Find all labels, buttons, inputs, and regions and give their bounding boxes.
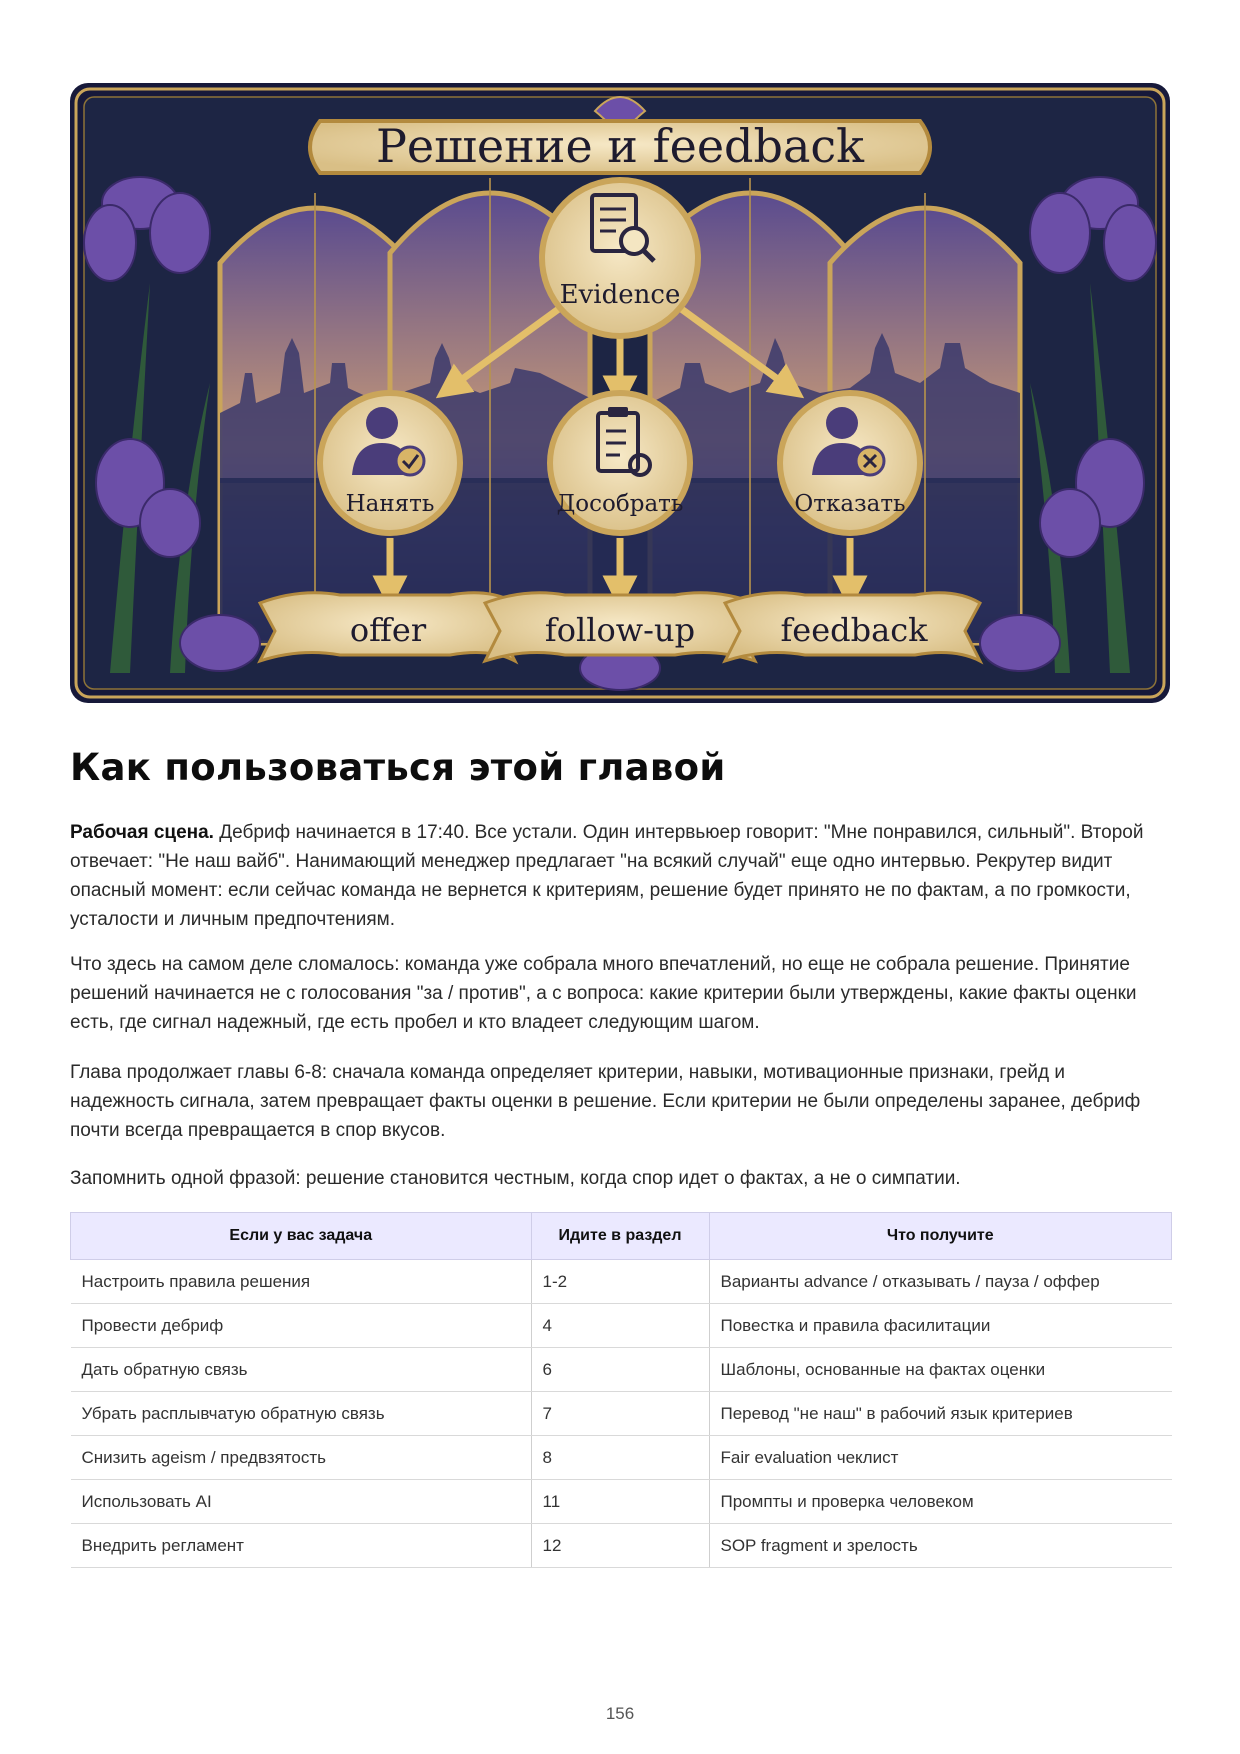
header-task: Если у вас задача: [71, 1213, 532, 1260]
result-cell: SOP fragment и зрелость: [709, 1524, 1172, 1568]
offer-label: offer: [349, 611, 427, 649]
table-row: [71, 1480, 1172, 1524]
evidence-node: [542, 180, 698, 336]
table-row: [71, 1304, 1172, 1348]
section-title: Как пользоваться этой главой: [70, 746, 726, 789]
work-scene-text: Дебриф начинается в 17:40. Все устали. Один интервьюер говорит: "Мне понравился, сильный". Второй отвечает: "Не наш вайб". Нанимающий менеджер предлагает "на всякий случай" еще одно интервью. Рекрутер видит опасный момент: если сейчас команда не вернется к критериям, решение будет принято не по фактам, а по громкости, усталости и личным предпочтениям.: [70, 822, 1144, 930]
result-cell: Шаблоны, основанные на фактах оценки: [709, 1348, 1172, 1392]
section-cell: 11: [531, 1480, 709, 1524]
reject-label: Отказать: [794, 491, 906, 517]
collect-more-node: [550, 393, 690, 533]
section-cell: 12: [531, 1524, 709, 1568]
task-cell: Провести дебриф: [71, 1304, 532, 1348]
offer-banner: [260, 593, 515, 661]
feedback-banner: [725, 593, 980, 661]
section-cell: 7: [531, 1392, 709, 1436]
section-cell: 1-2: [531, 1260, 709, 1304]
work-scene-lead: Рабочая сцена.: [70, 822, 214, 843]
task-cell: Настроить правила решения: [71, 1260, 532, 1304]
table-row: [71, 1524, 1172, 1568]
table-row: [71, 1260, 1172, 1304]
page-number: 156: [605, 1704, 635, 1723]
result-cell: Перевод "не наш" в рабочий язык критериев: [709, 1392, 1172, 1436]
collect-more-label: Дособрать: [556, 491, 684, 517]
task-cell: Использовать AI: [71, 1480, 532, 1524]
feedback-label: feedback: [780, 611, 928, 649]
task-cell: Внедрить регламент: [71, 1524, 532, 1568]
header-section: Идите в раздел: [531, 1213, 709, 1260]
section-cell: 8: [531, 1436, 709, 1480]
table-row: [71, 1392, 1172, 1436]
task-cell: Снизить ageism / предвзятость: [71, 1436, 532, 1480]
what-broke-paragraph: Что здесь на самом деле сломалось: команда уже собрала много впечатлений, но еще не собрала решение. Принятие решений начинается не с голосования "за / против", а с вопроса: какие критерии были утверждены, какие факты оценки есть, где сигнал надежный, где есть пробел и кто владеет следующим шагом.: [70, 954, 1137, 1033]
hire-node: [320, 393, 460, 533]
evidence-label: Evidence: [559, 280, 681, 310]
section-cell: 6: [531, 1348, 709, 1392]
illustration-title: Решение и feedback: [375, 119, 865, 173]
section-cell: 4: [531, 1304, 709, 1348]
chapter-continuation-paragraph: Глава продолжает главы 6-8: сначала команда определяет критерии, навыки, мотивационные признаки, грейд и надежность сигнала, затем превращает факты оценки в решение. Если критерии не были определены заранее, дебриф почти всегда превращается в спор вкусов.: [70, 1062, 1141, 1141]
task-cell: Дать обратную связь: [71, 1348, 532, 1392]
header-result: Что получите: [709, 1213, 1172, 1260]
key-phrase-paragraph: Запомнить одной фразой: решение становится честным, когда спор идет о фактах, а не о симпатии.: [70, 1168, 961, 1189]
table-row: [71, 1436, 1172, 1480]
follow-up-label: follow-up: [544, 611, 696, 649]
result-cell: Промпты и проверка человеком: [709, 1480, 1172, 1524]
chapter-illustration: [70, 83, 1170, 703]
result-cell: Варианты advance / отказывать / пауза / оффер: [709, 1260, 1172, 1304]
work-scene-paragraph: [70, 818, 1170, 934]
table-row: [71, 1348, 1172, 1392]
reject-node: [780, 393, 920, 533]
follow-up-banner: [485, 593, 755, 661]
hire-label: Нанять: [345, 491, 435, 517]
result-cell: Fair evaluation чеклист: [709, 1436, 1172, 1480]
result-cell: Повестка и правила фасилитации: [709, 1304, 1172, 1348]
title-banner: [310, 119, 930, 173]
task-cell: Убрать расплывчатую обратную связь: [71, 1392, 532, 1436]
table-header-row: [71, 1213, 1172, 1260]
navigation-table: [70, 1212, 1172, 1568]
